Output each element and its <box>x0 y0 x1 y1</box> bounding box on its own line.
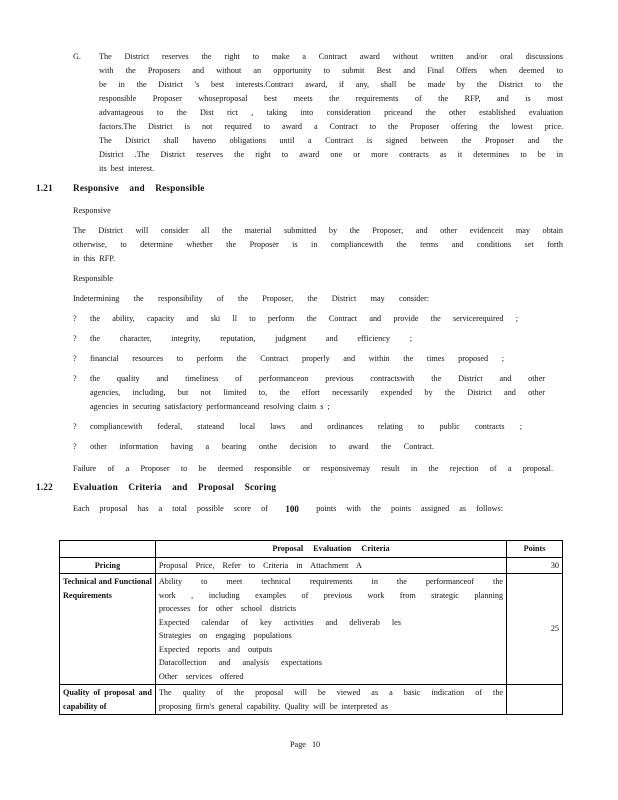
responsible-intro: Indetermining the responsibility of the Proposer, the District may consider: <box>73 294 429 303</box>
row-line: Strategies on engaging populations <box>158 631 292 640</box>
bullet-line: the quality and timeliness of performanceon previous contractswith the District and other <box>90 374 545 383</box>
table-row <box>60 685 563 715</box>
paragraph-line: in this RFP. <box>73 254 115 263</box>
subheading-responsible: Responsible <box>73 274 114 283</box>
paragraph-line: The District will consider all the material submitted by the Proposer, and other evidenceit may obtain <box>73 226 563 235</box>
row-description <box>155 685 506 715</box>
row-line: work , including examples of previous work from strategic planning <box>158 590 504 600</box>
scoring-intro-post: points with the points assigned as follows: <box>316 504 503 513</box>
paragraph-line: The District shall haveno obligations until a Contract is signed between the Proposer and the <box>99 136 563 145</box>
bullet-marker: ? <box>73 442 77 451</box>
row-line: proposing firm's general capability. Quality will be interpreted as <box>158 701 388 711</box>
bullet-item: other information having a bearing onthe decision to award the Contract. <box>90 442 434 451</box>
bullet-item: financial resources to perform the Contract properly and within the times proposed ; <box>90 354 504 363</box>
paragraph-line: with the Proposers and without an opportunity to submit Best and Final Offers when deemed to <box>99 66 563 75</box>
table-header-blank <box>60 541 156 558</box>
paragraph-line: its best interest. <box>99 164 155 173</box>
section-number: 1.22 <box>36 482 53 492</box>
table-row <box>60 557 563 574</box>
section-g-label: G. <box>73 52 81 61</box>
paragraph-line: District .The District reserves the right to award one or more contracts as it determines to be in <box>99 150 563 159</box>
bullet-item: the character, integrity, reputation, judgment and efficiency ; <box>90 334 412 343</box>
table-header-row <box>60 541 563 558</box>
row-line: Other services offered <box>158 671 244 681</box>
paragraph-line: The District reserves the right to make a Contract award without written and/or oral discussions <box>99 52 563 61</box>
failure-statement: Failure of a Proposer to be deemed responsible or responsivemay result in the rejection of a proposal. <box>73 464 553 473</box>
paragraph-line: be in the District 's best interests.Contract award, if any, shall be made by the District to the <box>99 80 563 89</box>
row-line: processes for other school districts <box>158 604 297 613</box>
section-g-paragraph <box>99 50 563 176</box>
bullet-item <box>90 372 545 414</box>
row-label: Pricing <box>60 557 156 574</box>
table-header-criteria: Proposal Evaluation Criteria <box>155 541 506 558</box>
bullet-marker: ? <box>73 422 77 431</box>
section-number: 1.21 <box>36 183 53 193</box>
row-points: 30 <box>507 557 563 574</box>
section-title: Evaluation Criteria and Proposal Scoring <box>73 482 277 492</box>
scoring-intro-pre: Each proposal has a total possible score of <box>73 504 268 513</box>
row-description: Proposal Price, Refer to Criteria in Attachment A <box>155 557 506 574</box>
row-points <box>507 685 563 715</box>
bullet-marker: ? <box>73 314 77 323</box>
bullet-item: compliancewith federal, stateand local laws and ordinances relating to public contracts ; <box>90 422 522 431</box>
row-line: Ability to meet technical requirements in the performanceof the <box>158 577 504 586</box>
section-title: Responsive and Responsible <box>73 183 205 193</box>
bullet-marker: ? <box>73 334 77 343</box>
bullet-marker: ? <box>73 374 77 383</box>
evaluation-criteria-table <box>59 540 563 715</box>
row-line: Expected reports and outputs <box>158 644 273 654</box>
scoring-total-points: 100 <box>285 504 299 514</box>
row-line: Datacollection and analysis expectations <box>158 658 322 667</box>
responsive-paragraph <box>73 224 563 266</box>
bullet-line: agencies, including, but not limited to, the effort necessarily expended by the District and other <box>90 388 545 397</box>
row-label: Technical and Functional Requirements <box>60 574 156 685</box>
paragraph-line: advantageous to the Dist rict , taking into consideration priceand the other established evaluation <box>99 108 563 117</box>
subheading-responsive: Responsive <box>73 206 111 215</box>
paragraph-line: factors.The District is not required to award a Contract to the Proposer offering the lowest price. <box>99 122 563 131</box>
paragraph-line: otherwise, to determine whether the Proposer is in compliancewith the terms and conditions set forth <box>73 240 563 249</box>
paragraph-line: responsible Proposer whoseproposal best meets the requirements of the RFP, and is most <box>99 94 563 103</box>
row-description <box>155 574 506 685</box>
table-row <box>60 574 563 685</box>
row-line: The quality of the proposal will be viewed as a basic indication of the <box>158 688 504 697</box>
row-points: 25 <box>507 574 563 685</box>
row-line: Expected calendar of key activities and deliverab les <box>158 617 401 627</box>
page-number: Page 10 <box>290 740 321 749</box>
bullet-line: agencies in securing satisfactory performanceand resolving claim s ; <box>90 402 330 411</box>
bullet-marker: ? <box>73 354 77 363</box>
scoring-intro <box>73 502 503 516</box>
bullet-item: the ability, capacity and ski ll to perform the Contract and provide the servicerequired ; <box>90 314 518 323</box>
row-label: Quality of proposal and capability of <box>60 685 156 715</box>
table-header-points: Points <box>507 541 563 558</box>
